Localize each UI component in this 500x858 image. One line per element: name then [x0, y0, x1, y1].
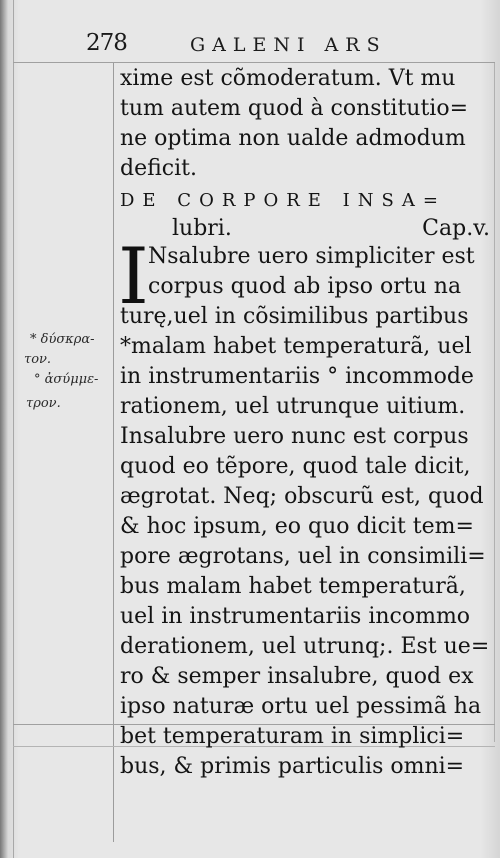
margin-rule-left	[13, 0, 14, 858]
margin-rule-text	[113, 62, 114, 842]
section-heading: DE CORPORE INSA=	[120, 190, 446, 211]
text-line: quod eo tẽpore, quod tale dicit,	[120, 454, 471, 479]
text-line: turę,uel in cõsimilibus partibus	[120, 304, 469, 329]
rule-top	[13, 62, 495, 63]
text-line: ipso naturæ ortu uel pessimã ha	[120, 694, 482, 719]
heading-continuation: lubri.	[172, 216, 232, 241]
page-edge-shadow	[0, 0, 8, 858]
text-line: ro & semper insalubre, quod ex	[120, 664, 474, 689]
margin-rule-right	[494, 62, 495, 742]
text-line: derationem, uel utrunq;. Est ue=	[120, 634, 490, 659]
text-line: ægrotat. Neq; obscurũ est, quod	[120, 484, 484, 509]
page-number: 278	[86, 30, 127, 56]
text-line: *malam habet temperaturã, uel	[120, 334, 472, 359]
running-head: GALENI ARS	[190, 34, 387, 56]
text-line: in instrumentariis ° incommode	[120, 364, 474, 389]
text-line: tum autem quod à constitutio=	[120, 96, 469, 121]
text-line: pore ægrotans, uel in consimili=	[120, 544, 486, 569]
text-line: uel in instrumentariis incommo	[120, 604, 471, 629]
text-line: xime est cõmoderatum. Vt mu	[120, 66, 456, 91]
text-line: ne optima non ualde admodum	[120, 126, 466, 151]
text-line: bus, & primis particulis omni=	[120, 754, 465, 779]
marginal-note: ° ἀσύμμε-	[34, 372, 99, 387]
chapter-label: Cap.v.	[422, 216, 490, 241]
text-line: bet temperaturam in simplici=	[120, 724, 465, 749]
text-line: bus malam habet temperaturã,	[120, 574, 466, 599]
text-line: Insalubre uero nunc est corpus	[120, 424, 469, 449]
marginal-note: * δύσκρα-	[30, 332, 95, 347]
marginal-note: τον.	[24, 352, 52, 367]
text-line: & hoc ipsum, eo quo dicit tem=	[120, 514, 474, 539]
marginal-note: τρον.	[26, 396, 61, 411]
text-line: deficit.	[120, 156, 197, 181]
text-line: rationem, uel utrunque uitium.	[120, 394, 466, 419]
text-line: Nsalubre uero simpliciter est	[148, 244, 475, 269]
page-header	[0, 30, 500, 60]
text-line: corpus quod ab ipso ortu na	[148, 274, 462, 299]
drop-initial: I	[118, 232, 149, 322]
